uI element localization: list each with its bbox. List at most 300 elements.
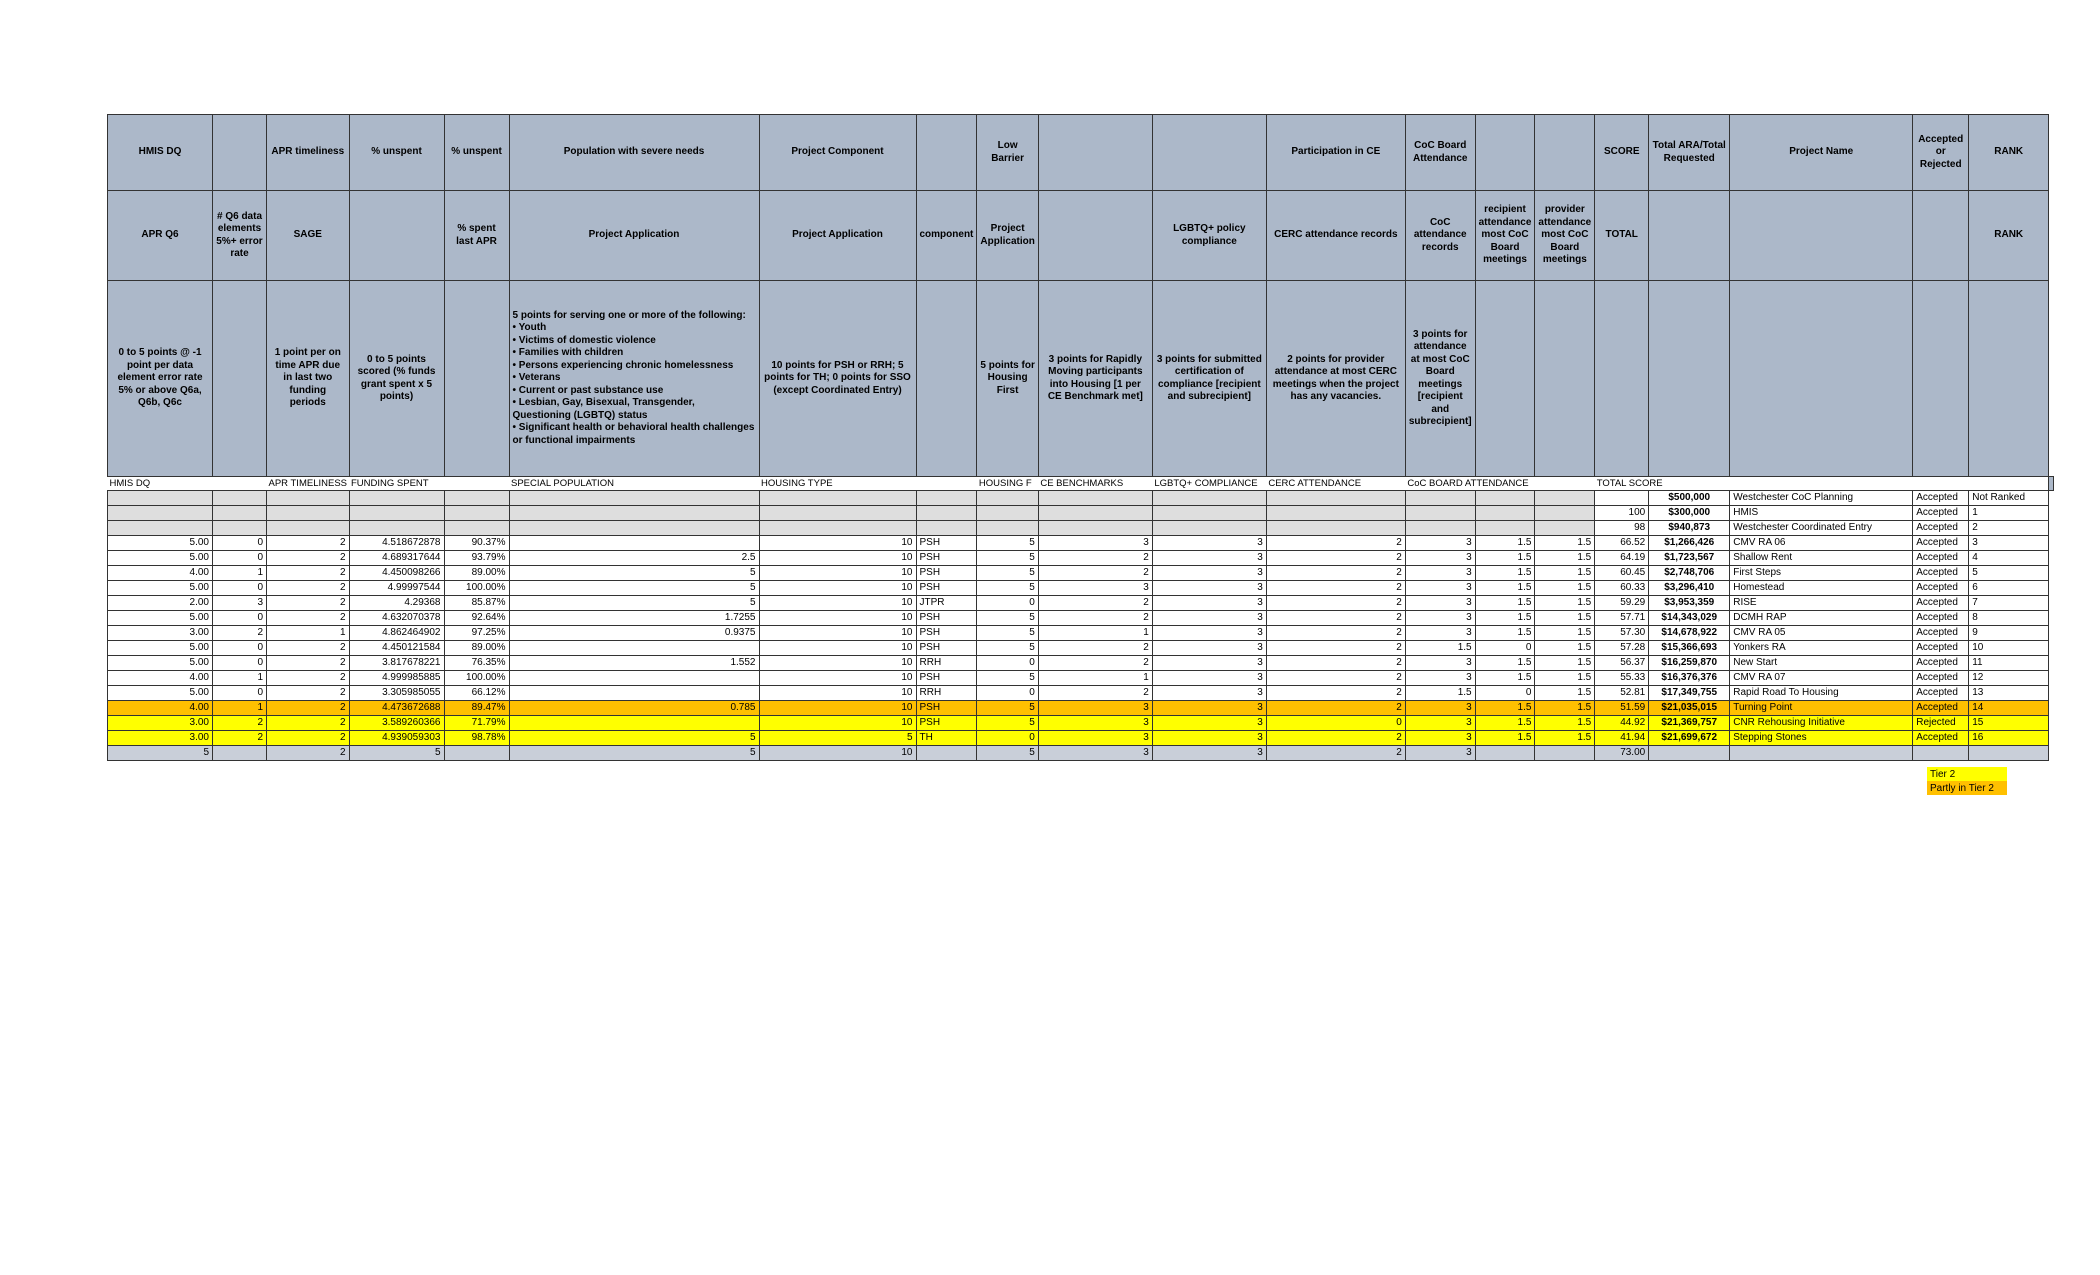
lgbtq-cell: 3 xyxy=(1152,671,1266,686)
empty-cell xyxy=(1475,506,1535,521)
score-cell: 52.81 xyxy=(1595,686,1649,701)
status-cell: Accepted xyxy=(1913,596,1969,611)
cerc-cell: 2 xyxy=(1266,641,1405,656)
hdr1-col-8 xyxy=(916,115,977,191)
provider-attendance-cell: 1.5 xyxy=(1535,656,1595,671)
project-name-cell: Turning Point xyxy=(1730,701,1913,716)
amount-cell: $3,953,359 xyxy=(1649,596,1730,611)
empty-cell xyxy=(916,491,977,506)
amount-cell: $21,035,015 xyxy=(1649,701,1730,716)
recipient-attendance-cell: 1.5 xyxy=(1475,701,1535,716)
hdr2-col-4 xyxy=(349,191,444,281)
component-points-cell: 10 xyxy=(759,656,916,671)
unspent-score-cell: 4.450098266 xyxy=(349,566,444,581)
criteria-cerc: 2 points for provider attendance at most CERC meetings when the project has any vacancies. xyxy=(1266,281,1405,477)
amount-cell: $3,296,410 xyxy=(1649,581,1730,596)
percent-spent-cell: 97.25% xyxy=(444,626,509,641)
amount-cell: $16,376,376 xyxy=(1649,671,1730,686)
project-name-cell: Shallow Rent xyxy=(1730,551,1913,566)
header-row-2 xyxy=(108,191,2054,281)
status-cell: Accepted xyxy=(1913,686,1969,701)
recipient-attendance-cell: 1.5 xyxy=(1475,596,1535,611)
lgbtq-cell: 3 xyxy=(1152,686,1266,701)
sage-cell: 2 xyxy=(267,611,350,626)
cerc-cell: 2 xyxy=(1266,731,1405,746)
empty-cell xyxy=(108,521,213,536)
max-points-cell: 5 xyxy=(349,746,444,761)
empty-cell xyxy=(509,521,759,536)
unspent-score-cell: 3.305985055 xyxy=(349,686,444,701)
empty-cell xyxy=(444,491,509,506)
error-count-cell: 1 xyxy=(213,566,267,581)
amount-cell: $500,000 xyxy=(1649,491,1730,506)
population-cell xyxy=(509,716,759,731)
percent-spent-cell: 100.00% xyxy=(444,581,509,596)
criteria-lgbtq: 3 points for submitted certification of compliance [recipient and subrecipient] xyxy=(1152,281,1266,477)
provider-attendance-cell: 1.5 xyxy=(1535,581,1595,596)
project-name-cell: Homestead xyxy=(1730,581,1913,596)
component-points-cell: 10 xyxy=(759,581,916,596)
empty-cell xyxy=(977,506,1038,521)
project-name-cell: DCMH RAP xyxy=(1730,611,1913,626)
coc-attendance-cell: 3 xyxy=(1405,671,1475,686)
low-barrier-cell: 5 xyxy=(977,536,1038,551)
criteria-component: 10 points for PSH or RRH; 5 points for TH; 0 points for SSO (except Coordinated Entry) xyxy=(759,281,916,477)
unspent-score-cell: 4.450121584 xyxy=(349,641,444,656)
apr-q6-cell: 5.00 xyxy=(108,641,213,656)
component-cell: JTPR xyxy=(916,596,977,611)
error-count-cell: 0 xyxy=(213,536,267,551)
population-cell xyxy=(509,686,759,701)
component-cell: PSH xyxy=(916,716,977,731)
amount-cell: $300,000 xyxy=(1649,506,1730,521)
project-name-cell: Stepping Stones xyxy=(1730,731,1913,746)
rank-cell: 14 xyxy=(1969,701,2049,716)
score-cell: 100 xyxy=(1595,506,1649,521)
empty-cell xyxy=(1475,746,1535,761)
component-cell: TH xyxy=(916,731,977,746)
table-row xyxy=(108,551,2054,566)
population-line: • Significant health or behavioral health challenges or functional impairments xyxy=(512,422,755,446)
sage-cell: 2 xyxy=(267,671,350,686)
table-row xyxy=(108,536,2054,551)
max-points-cell: 2 xyxy=(1266,746,1405,761)
project-name-cell: RISE xyxy=(1730,596,1913,611)
project-name-cell: CMV RA 06 xyxy=(1730,536,1913,551)
score-cell: 60.33 xyxy=(1595,581,1649,596)
population-cell: 0.785 xyxy=(509,701,759,716)
coc-attendance-cell: 3 xyxy=(1405,536,1475,551)
coc-attendance-cell: 3 xyxy=(1405,701,1475,716)
empty-cell xyxy=(1038,521,1152,536)
component-points-cell: 5 xyxy=(759,731,916,746)
hdr2-col-18 xyxy=(1730,191,1913,281)
apr-q6-cell: 3.00 xyxy=(108,626,213,641)
low-barrier-cell: 5 xyxy=(977,626,1038,641)
amount-cell: $14,343,029 xyxy=(1649,611,1730,626)
lgbtq-cell: 3 xyxy=(1152,581,1266,596)
unranked-rows xyxy=(108,491,2054,536)
max-points-cell: 2 xyxy=(267,746,350,761)
unspent-score-cell: 4.473672688 xyxy=(349,701,444,716)
unspent-score-cell: 4.518672878 xyxy=(349,536,444,551)
legend-tier-2: Tier 2 xyxy=(1927,767,2007,781)
table-row xyxy=(108,656,2054,671)
ce-benchmark-cell: 3 xyxy=(1038,716,1152,731)
provider-attendance-cell: 1.5 xyxy=(1535,671,1595,686)
provider-attendance-cell: 1.5 xyxy=(1535,731,1595,746)
unspent-score-cell: 4.939059303 xyxy=(349,731,444,746)
apr-q6-cell: 4.00 xyxy=(108,701,213,716)
recipient-attendance-cell: 0 xyxy=(1475,641,1535,656)
lgbtq-cell: 3 xyxy=(1152,701,1266,716)
amount-cell: $21,369,757 xyxy=(1649,716,1730,731)
empty-cell xyxy=(349,506,444,521)
category-label: SPECIAL POPULATION xyxy=(509,477,759,491)
recipient-attendance-cell: 1.5 xyxy=(1475,716,1535,731)
hdr1-col-16: SCORE xyxy=(1595,115,1649,191)
lgbtq-cell: 3 xyxy=(1152,611,1266,626)
empty-cell xyxy=(213,491,267,506)
apr-q6-cell: 2.00 xyxy=(108,596,213,611)
empty-cell xyxy=(977,521,1038,536)
recipient-attendance-cell: 1.5 xyxy=(1475,566,1535,581)
sage-cell: 2 xyxy=(267,551,350,566)
score-cell: 57.71 xyxy=(1595,611,1649,626)
ce-benchmark-cell: 3 xyxy=(1038,536,1152,551)
rank-cell: 8 xyxy=(1969,611,2049,626)
population-line: • Families with children xyxy=(512,347,624,359)
empty-cell xyxy=(1266,506,1405,521)
empty-cell xyxy=(759,506,916,521)
provider-attendance-cell: 1.5 xyxy=(1535,701,1595,716)
lgbtq-cell: 3 xyxy=(1152,566,1266,581)
table-row xyxy=(108,671,2054,686)
percent-spent-cell: 76.35% xyxy=(444,656,509,671)
hdr1-col-11 xyxy=(1152,115,1266,191)
rank-cell: 12 xyxy=(1969,671,2049,686)
hdr1-col-18: Project Name xyxy=(1730,115,1913,191)
cerc-cell: 2 xyxy=(1266,701,1405,716)
empty-cell xyxy=(349,491,444,506)
sage-cell: 2 xyxy=(267,641,350,656)
hdr2-col-1: APR Q6 xyxy=(108,191,213,281)
project-name-cell: Yonkers RA xyxy=(1730,641,1913,656)
empty-cell xyxy=(1405,491,1475,506)
empty-cell xyxy=(1475,491,1535,506)
hdr1-col-3: APR timeliness xyxy=(267,115,350,191)
table-row xyxy=(108,746,2054,761)
ce-benchmark-cell: 2 xyxy=(1038,641,1152,656)
component-points-cell: 10 xyxy=(759,716,916,731)
hdr2-col-17 xyxy=(1649,191,1730,281)
hdr2-col-19 xyxy=(1913,191,1969,281)
empty-cell xyxy=(1152,491,1266,506)
lgbtq-cell: 3 xyxy=(1152,716,1266,731)
coc-attendance-cell: 1.5 xyxy=(1405,641,1475,656)
recipient-attendance-cell: 1.5 xyxy=(1475,611,1535,626)
hdr2-col-11: LGBTQ+ policy compliance xyxy=(1152,191,1266,281)
max-points-cell: 5 xyxy=(108,746,213,761)
table-row xyxy=(108,566,2054,581)
percent-spent-cell: 89.00% xyxy=(444,566,509,581)
error-count-cell: 0 xyxy=(213,581,267,596)
sage-cell: 2 xyxy=(267,581,350,596)
empty-cell xyxy=(267,491,350,506)
population-line: • Veterans xyxy=(512,372,561,384)
population-cell: 2.5 xyxy=(509,551,759,566)
cerc-cell: 2 xyxy=(1266,566,1405,581)
header-row-1 xyxy=(108,115,2054,191)
amount-cell: $14,678,922 xyxy=(1649,626,1730,641)
criteria-empty-cell xyxy=(916,281,977,477)
status-cell: Accepted xyxy=(1913,656,1969,671)
empty-cell xyxy=(1152,521,1266,536)
population-cell: 5 xyxy=(509,731,759,746)
ce-benchmark-cell: 3 xyxy=(1038,701,1152,716)
unspent-score-cell: 4.632070378 xyxy=(349,611,444,626)
empty-cell xyxy=(1535,506,1595,521)
low-barrier-cell: 0 xyxy=(977,731,1038,746)
empty-cell xyxy=(213,506,267,521)
criteria-empty-cell xyxy=(1595,281,1649,477)
hdr2-col-14: recipient attendance most CoC Board meetings xyxy=(1475,191,1535,281)
unspent-score-cell: 4.99997544 xyxy=(349,581,444,596)
project-name-cell: CMV RA 05 xyxy=(1730,626,1913,641)
hdr2-col-12: CERC attendance records xyxy=(1266,191,1405,281)
status-cell: Accepted xyxy=(1913,491,1969,506)
unspent-score-cell: 4.999985885 xyxy=(349,671,444,686)
empty-cell xyxy=(1475,521,1535,536)
empty-cell xyxy=(444,506,509,521)
empty-cell xyxy=(759,491,916,506)
component-points-cell: 10 xyxy=(759,566,916,581)
recipient-attendance-cell: 1.5 xyxy=(1475,731,1535,746)
category-label: APR TIMELINESS xyxy=(268,477,347,489)
criteria-empty-cell xyxy=(1649,281,1730,477)
coc-attendance-cell: 3 xyxy=(1405,656,1475,671)
sage-cell: 2 xyxy=(267,656,350,671)
coc-attendance-cell: 3 xyxy=(1405,566,1475,581)
ce-benchmark-cell: 3 xyxy=(1038,581,1152,596)
sage-cell: 2 xyxy=(267,536,350,551)
empty-cell xyxy=(916,506,977,521)
percent-spent-cell: 89.00% xyxy=(444,641,509,656)
empty-cell xyxy=(916,746,977,761)
lgbtq-cell: 3 xyxy=(1152,731,1266,746)
category-label: FUNDING SPENT xyxy=(349,477,444,491)
hdr2-col-20: RANK xyxy=(1969,191,2049,281)
provider-attendance-cell: 1.5 xyxy=(1535,596,1595,611)
sage-cell: 2 xyxy=(267,566,350,581)
percent-spent-cell: 71.79% xyxy=(444,716,509,731)
component-cell: PSH xyxy=(916,536,977,551)
component-cell: RRH xyxy=(916,686,977,701)
population-cell: 5 xyxy=(509,581,759,596)
component-cell: PSH xyxy=(916,551,977,566)
cerc-cell: 2 xyxy=(1266,596,1405,611)
component-points-cell: 10 xyxy=(759,551,916,566)
ce-benchmark-cell: 2 xyxy=(1038,656,1152,671)
recipient-attendance-cell: 1.5 xyxy=(1475,536,1535,551)
criteria-empty-cell xyxy=(213,281,267,477)
table-row xyxy=(108,491,2054,506)
sage-cell: 2 xyxy=(267,701,350,716)
ce-benchmark-cell: 3 xyxy=(1038,731,1152,746)
unspent-score-cell: 3.589260366 xyxy=(349,716,444,731)
hdr2-col-8: component xyxy=(916,191,977,281)
population-cell xyxy=(509,641,759,656)
hdr1-col-20: RANK xyxy=(1969,115,2049,191)
coc-attendance-cell: 1.5 xyxy=(1405,686,1475,701)
cerc-cell: 2 xyxy=(1266,536,1405,551)
cerc-cell: 2 xyxy=(1266,656,1405,671)
error-count-cell: 1 xyxy=(213,671,267,686)
low-barrier-cell: 5 xyxy=(977,716,1038,731)
population-cell: 1.552 xyxy=(509,656,759,671)
population-line: • Victims of domestic violence xyxy=(512,334,656,346)
hdr1-col-6: Population with severe needs xyxy=(509,115,759,191)
low-barrier-cell: 0 xyxy=(977,686,1038,701)
score-cell: 59.29 xyxy=(1595,596,1649,611)
population-line: • Current or past substance use xyxy=(512,384,664,396)
header-row-3 xyxy=(108,281,2054,477)
coc-attendance-cell: 3 xyxy=(1405,716,1475,731)
population-cell xyxy=(509,671,759,686)
recipient-attendance-cell: 1.5 xyxy=(1475,581,1535,596)
population-cell: 5 xyxy=(509,566,759,581)
component-points-cell: 10 xyxy=(759,686,916,701)
status-cell: Accepted xyxy=(1913,581,1969,596)
component-cell: PSH xyxy=(916,626,977,641)
empty-cell xyxy=(509,506,759,521)
apr-q6-cell: 5.00 xyxy=(108,686,213,701)
hdr1-col-17: Total ARA/Total Requested xyxy=(1649,115,1730,191)
score-cell: 55.33 xyxy=(1595,671,1649,686)
table-row xyxy=(108,581,2054,596)
table-row xyxy=(108,521,2054,536)
ce-benchmark-cell: 2 xyxy=(1038,596,1152,611)
population-line: • Persons experiencing chronic homelessness xyxy=(512,359,734,371)
ce-benchmark-cell: 2 xyxy=(1038,551,1152,566)
sage-cell: 1 xyxy=(267,626,350,641)
lgbtq-cell: 3 xyxy=(1152,596,1266,611)
empty-cell xyxy=(1535,521,1595,536)
hdr2-col-15: provider attendance most CoC Board meetings xyxy=(1535,191,1595,281)
rank-cell: 7 xyxy=(1969,596,2049,611)
criteria-ce-benchmark: 3 points for Rapidly Moving participants into Housing [1 per CE Benchmark met] xyxy=(1038,281,1152,477)
cerc-cell: 2 xyxy=(1266,581,1405,596)
lgbtq-cell: 3 xyxy=(1152,656,1266,671)
status-cell: Accepted xyxy=(1913,731,1969,746)
low-barrier-cell: 5 xyxy=(977,551,1038,566)
amount-cell: $1,723,567 xyxy=(1649,551,1730,566)
hdr2-col-2: # Q6 data elements 5%+ error rate xyxy=(213,191,267,281)
component-points-cell: 10 xyxy=(759,611,916,626)
max-points-cell: 10 xyxy=(759,746,916,761)
apr-q6-cell: 5.00 xyxy=(108,551,213,566)
hdr1-col-2 xyxy=(213,115,267,191)
component-cell: PSH xyxy=(916,671,977,686)
sage-cell: 2 xyxy=(267,686,350,701)
empty-cell xyxy=(1152,506,1266,521)
low-barrier-cell: 5 xyxy=(977,641,1038,656)
component-points-cell: 10 xyxy=(759,671,916,686)
status-cell: Accepted xyxy=(1913,536,1969,551)
percent-spent-cell: 66.12% xyxy=(444,686,509,701)
rank-cell: 2 xyxy=(1969,521,2049,536)
provider-attendance-cell: 1.5 xyxy=(1535,686,1595,701)
low-barrier-cell: 0 xyxy=(977,596,1038,611)
error-count-cell: 2 xyxy=(213,731,267,746)
empty-cell xyxy=(977,491,1038,506)
population-cell: 0.9375 xyxy=(509,626,759,641)
table-row xyxy=(108,716,2054,731)
ce-benchmark-cell: 2 xyxy=(1038,566,1152,581)
status-cell: Accepted xyxy=(1913,611,1969,626)
recipient-attendance-cell: 1.5 xyxy=(1475,671,1535,686)
error-count-cell: 3 xyxy=(213,596,267,611)
score-cell: 64.19 xyxy=(1595,551,1649,566)
empty-cell xyxy=(1730,746,1913,761)
low-barrier-cell: 5 xyxy=(977,701,1038,716)
empty-cell xyxy=(1038,491,1152,506)
percent-spent-cell: 93.79% xyxy=(444,551,509,566)
empty-cell xyxy=(1913,746,1969,761)
category-label: CoC BOARD ATTENDANCE xyxy=(1405,477,1594,491)
population-cell xyxy=(509,536,759,551)
max-points-cell: 3 xyxy=(1152,746,1266,761)
ce-benchmark-cell: 2 xyxy=(1038,611,1152,626)
cerc-cell: 0 xyxy=(1266,716,1405,731)
cerc-cell: 2 xyxy=(1266,686,1405,701)
empty-cell xyxy=(1405,506,1475,521)
criteria-empty-cell xyxy=(1535,281,1595,477)
criteria-coc-board: 3 points for attendance at most CoC Board meetings [recipient and subrecipient] xyxy=(1405,281,1475,477)
category-row xyxy=(108,477,2054,491)
empty-cell xyxy=(108,491,213,506)
empty-cell xyxy=(1535,491,1595,506)
category-rank-cell xyxy=(2049,477,2054,491)
amount-cell: $1,266,426 xyxy=(1649,536,1730,551)
percent-spent-cell: 98.78% xyxy=(444,731,509,746)
empty-cell xyxy=(1969,746,2049,761)
criteria-empty-cell xyxy=(1475,281,1535,477)
error-count-cell: 0 xyxy=(213,611,267,626)
component-points-cell: 10 xyxy=(759,641,916,656)
error-count-cell: 0 xyxy=(213,641,267,656)
table-row xyxy=(108,701,2054,716)
population-cell: 1.7255 xyxy=(509,611,759,626)
hdr1-col-19: Accepted or Rejected xyxy=(1913,115,1969,191)
provider-attendance-cell: 1.5 xyxy=(1535,566,1595,581)
empty-cell xyxy=(1266,491,1405,506)
error-count-cell: 0 xyxy=(213,656,267,671)
component-cell: PSH xyxy=(916,641,977,656)
hdr2-col-10 xyxy=(1038,191,1152,281)
status-cell: Rejected xyxy=(1913,716,1969,731)
status-cell: Accepted xyxy=(1913,566,1969,581)
amount-cell: $16,259,870 xyxy=(1649,656,1730,671)
percent-spent-cell: 92.64% xyxy=(444,611,509,626)
rank-cell: 9 xyxy=(1969,626,2049,641)
hdr2-col-16: TOTAL xyxy=(1595,191,1649,281)
rank-cell: 10 xyxy=(1969,641,2049,656)
cerc-cell: 2 xyxy=(1266,611,1405,626)
unspent-score-cell: 4.689317644 xyxy=(349,551,444,566)
category-label: HOUSING TYPE xyxy=(759,477,977,491)
table-row xyxy=(108,626,2054,641)
